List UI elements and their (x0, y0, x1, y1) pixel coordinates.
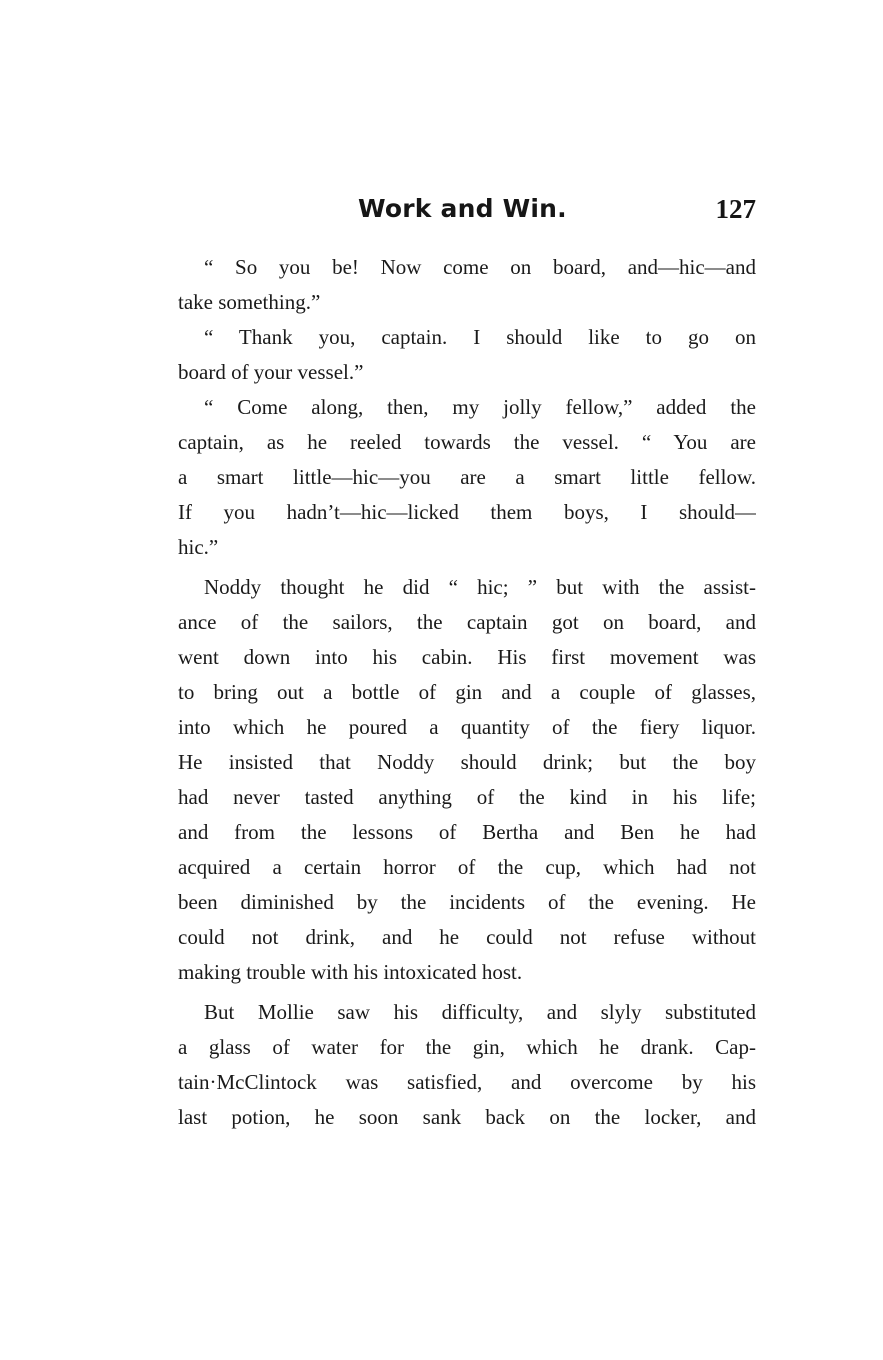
text-line: last potion, he soon sank back on the locker, and (178, 1105, 756, 1129)
text-line: a glass of water for the gin, which he drank. Cap- (178, 1035, 756, 1059)
text-line: had never tasted anything of the kind in his life; (178, 785, 756, 809)
text-line: making trouble with his intoxicated host. (178, 960, 523, 984)
text-line: to bring out a bottle of gin and a couple of glasses, (178, 680, 756, 704)
text-line: “ So you be! Now come on board, and—hic—and (204, 255, 756, 279)
text-line: went down into his cabin. His first movement was (178, 645, 756, 669)
page-header (178, 194, 756, 234)
text-line: acquired a certain horror of the cup, which had not (178, 855, 756, 879)
text-line: into which he poured a quantity of the fiery liquor. (178, 715, 756, 739)
text-line: take something.” (178, 290, 321, 314)
text-line: “ Come along, then, my jolly fellow,” added the (204, 395, 756, 419)
text-line: a smart little—hic—you are a smart little fellow. (178, 465, 756, 489)
text-line: been diminished by the incidents of the evening. He (178, 890, 756, 914)
text-line: “ Thank you, captain. I should like to go on (204, 325, 756, 349)
text-line: and from the lessons of Bertha and Ben he had (178, 820, 756, 844)
text-line: But Mollie saw his difficulty, and slyly substituted (204, 1000, 756, 1024)
text-line: If you hadn’t—hic—licked them boys, I should— (178, 500, 756, 524)
running-title: Work and Win. (358, 194, 567, 223)
text-line: Noddy thought he did “ hic; ” but with the assist- (204, 575, 756, 599)
text-line: board of your vessel.” (178, 360, 364, 384)
text-line: hic.” (178, 535, 219, 559)
text-line: ance of the sailors, the captain got on board, and (178, 610, 756, 634)
body-text (178, 250, 756, 1135)
text-line: could not drink, and he could not refuse without (178, 925, 756, 949)
text-line: captain, as he reeled towards the vessel. “ You are (178, 430, 756, 454)
page-number: 127 (715, 194, 756, 224)
text-line: He insisted that Noddy should drink; but the boy (178, 750, 756, 774)
text-line: tain·McClintock was satisfied, and overcome by his (178, 1070, 756, 1094)
